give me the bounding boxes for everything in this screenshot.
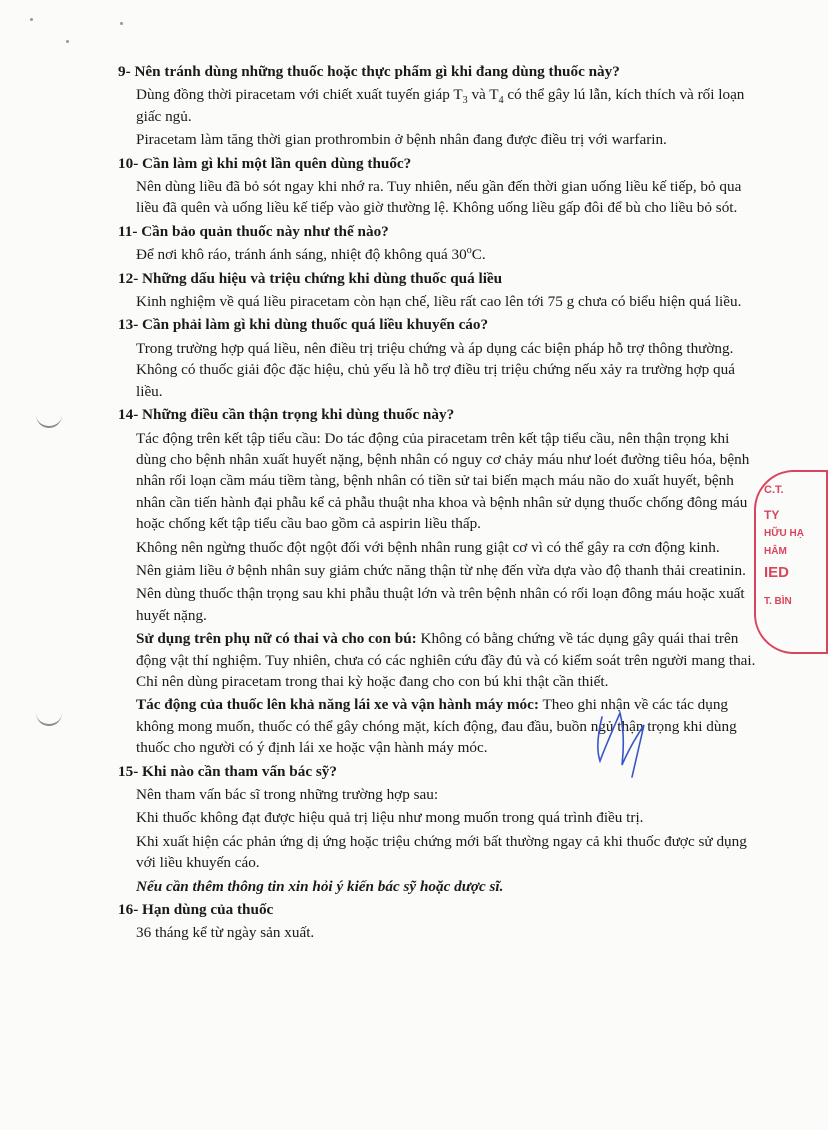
paragraph: Tác động trên kết tập tiểu cầu: Do tác động của piracetam trên kết tập tiểu cầu, nên thận trọng khi dùng cho bệnh nhân xuất huyết nặng, bệnh nhân có nguy cơ chảy máu như loét đường tiêu hóa, bệnh nhân rối loạn cầm máu tiềm tàng, bệnh nhân có tiền sử tai biến mạch máu não do xuất huyết, bệnh nhân cần tiến hành đại phẫu kể cả phẫu thuật nha khoa và bệnh nhân sử dụng thuốc chống đông máu hoặc chống kết tập tiểu cầu bao gồm cả aspirin liều thấp. <box>136 429 750 533</box>
paragraph: 36 tháng kể từ ngày sản xuất. <box>136 924 315 942</box>
paragraph: Không nên ngừng thuốc đột ngột đối với bệnh nhân rung giật cơ vì có thể gây ra cơn động kinh. <box>136 538 720 556</box>
handwritten-signature <box>580 703 670 783</box>
scan-speck <box>30 18 33 21</box>
paragraph: Khi thuốc không đạt được hiệu quả trị liệu như mong muốn trong quá trình điều trị. <box>136 809 644 827</box>
punch-hole-mark <box>36 412 62 428</box>
section-heading: 16- Hạn dùng của thuốc <box>118 901 274 919</box>
punch-hole-mark <box>36 710 62 726</box>
section-12 <box>118 268 758 313</box>
section-heading: 10- Cần làm gì khi một lần quên dùng thuốc? <box>118 154 412 172</box>
paragraph: Khi xuất hiện các phản ứng dị ứng hoặc triệu chứng mới bất thường ngay cả khi thuốc được sử dụng với liều khuyến cáo. <box>136 832 747 872</box>
section-heading: 11- Cần bảo quản thuốc này như thế nào? <box>118 222 389 240</box>
section-13 <box>118 314 758 402</box>
paragraph: Nên giảm liều ở bệnh nhân suy giảm chức năng thận từ nhẹ đến vừa dựa vào độ thanh thải creatinin. <box>136 561 746 579</box>
paragraph: Nên tham vấn bác sĩ trong những trường hợp sau: <box>136 786 439 803</box>
section-heading: 14- Những điều cần thận trọng khi dùng thuốc này? <box>118 406 455 424</box>
section-heading: 13- Cần phải làm gì khi dùng thuốc quá liều khuyến cáo? <box>118 316 489 334</box>
paragraph: Sử dụng trên phụ nữ có thai và cho con bú: Không có bằng chứng về tác dụng gây quái thai trên động vật thí nghiệm. Tuy nhiên, chưa có các nghiên cứu đầy đủ và có kiểm soát trên người mang thai. Chỉ nên dùng piracetam trong thai kỳ hoặc đang cho con bú khi thật cần thiết. <box>136 630 756 690</box>
section-heading: 12- Những dấu hiệu và triệu chứng khi dùng thuốc quá liều <box>118 269 503 287</box>
paragraph-lead: Tác động của thuốc lên khả năng lái xe và vận hành máy móc: <box>136 696 539 714</box>
section-9 <box>118 61 758 151</box>
paragraph: Nên dùng thuốc thận trọng sau khi phẫu thuật lớn và trên bệnh nhân có rối loạn đông máu hoặc xuất huyết nặng. <box>136 585 745 624</box>
scan-speck <box>120 22 123 25</box>
section-10 <box>118 153 758 219</box>
section-heading: 15- Khi nào cần tham vấn bác sỹ? <box>118 762 337 780</box>
section-11 <box>118 221 758 266</box>
company-stamp: C.T. TY HỮU HẠ HÂM IED T. BÌN <box>754 470 828 654</box>
section-heading: 9- Nên tránh dùng những thuốc hoặc thực phẩm gì khi đang dùng thuốc này? <box>118 63 620 80</box>
paragraph: Để nơi khô ráo, tránh ánh sáng, nhiệt độ không quá 30$^o$C. <box>136 245 486 264</box>
scan-speck <box>66 40 69 43</box>
paragraph: Dùng đồng thời piracetam với chiết xuất tuyến giáp $T_3$ và $T_4$ có thể gây lú lẫn, kích thích và rối loạn giấc ngủ. <box>136 86 745 125</box>
section-16 <box>118 899 758 944</box>
paragraph: Piracetam làm tăng thời gian prothrombin ở bệnh nhân đang được điều trị với warfarin. <box>136 131 667 149</box>
paragraph: Trong trường hợp quá liều, nên điều trị triệu chứng và áp dụng các biện pháp hỗ trợ thông thường. Không có thuốc giải độc đặc hiệu, chủ yếu là hỗ trợ điều trị triệu chứng nếu xảy ra trường hợp quá liều. <box>136 339 735 400</box>
paragraph: Nên dùng liều đã bỏ sót ngay khi nhớ ra. Tuy nhiên, nếu gần đến thời gian uống liều kế tiếp, bỏ qua liều đã quên và uống liều kế tiếp vào giờ thường lệ. Không uống liều gấp đôi để bù cho liều bỏ sót. <box>136 178 742 217</box>
paragraph: Tác động của thuốc lên khả năng lái xe và vận hành máy móc: Theo ghi nhận về các tác dụng không mong muốn, thuốc có thể gây chóng mặt, kích động, đau đầu, buồn ngủ thận trọng khi dùng thuốc cho người có ý định lái xe hoặc vận hành máy móc. <box>136 696 737 757</box>
paragraph-lead: Sử dụng trên phụ nữ có thai và cho con bú: <box>136 630 417 648</box>
document-body <box>118 60 758 946</box>
paragraph: Kinh nghiệm về quá liều piracetam còn hạn chế, liều rất cao lên tới 75 g chưa có biểu hiện quá liều. <box>136 293 742 311</box>
emphasis-note: Nếu cần thêm thông tin xin hỏi ý kiến bác sỹ hoặc dược sĩ. <box>136 877 504 895</box>
